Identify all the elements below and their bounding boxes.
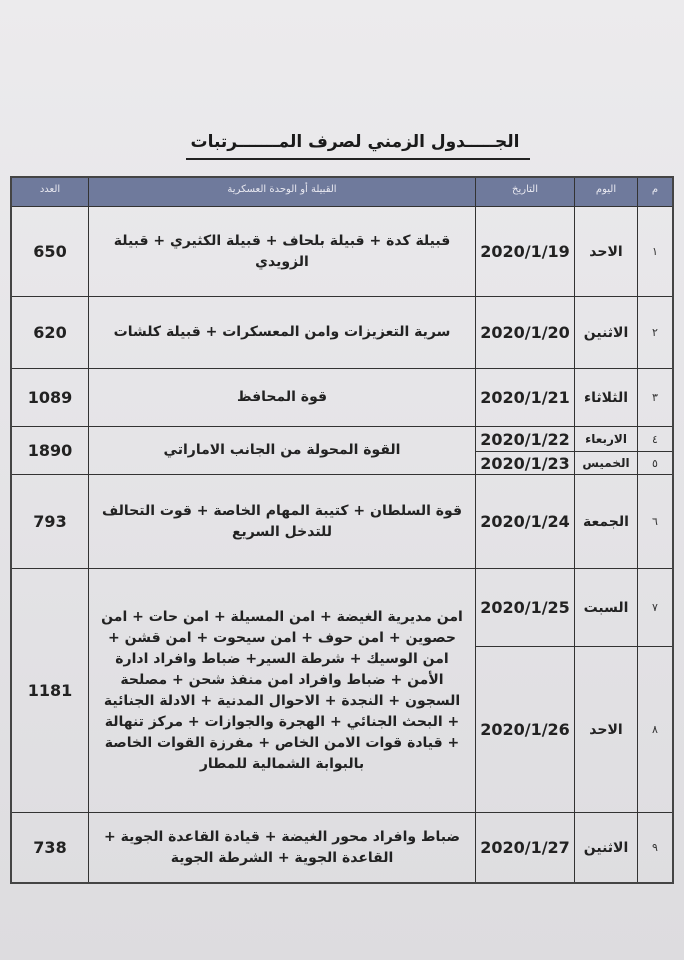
- row-day: الاحد: [589, 721, 623, 738]
- row-index: ٤: [652, 432, 658, 446]
- header-day: اليوم: [575, 178, 637, 206]
- row-unit: سرية التعزيزات وامن المعسكرات + قبيلة كلشات: [113, 324, 451, 340]
- row-unit: قوة المحافظ: [236, 389, 328, 405]
- header-unit: القبيلة أو الوحدة العسكرية: [89, 178, 475, 206]
- row-date: 2020/1/24: [480, 512, 570, 531]
- header-count: العدد: [12, 178, 88, 206]
- row-date: 2020/1/22: [480, 429, 570, 449]
- row-day: الاربعاء: [585, 432, 627, 446]
- row-unit: قوة السلطان + كتيبة المهام الخاصة + قوت التحالف للتدخل السريع: [102, 502, 462, 540]
- row-index: ٣: [652, 391, 658, 404]
- row-index: ٢: [652, 326, 658, 339]
- row-index: ٨: [652, 723, 658, 736]
- row-day: الخميس: [582, 456, 630, 470]
- title-underline: [186, 158, 530, 160]
- row-unit: امن مديرية الغيضة + امن المسيلة + امن حات + امن حصوين + امن حوف + امن سيحوت + امن قشن + امن الوسيك + شرطة السير+ ضباط وافراد ادارة الأمن + ضباط وافراد امن منفذ شحن + مصلحة السجون + النجدة + الاحوال المدنية + الادلة الجنائية + البحث الجنائي + الهجرة والجوازات + مركز تنهالة + قيادة قوات الامن الخاص + مفرزة القوات الخاصة بالبوابة الشمالية للمطار: [101, 608, 463, 772]
- row-index: ٥: [652, 456, 658, 470]
- row-unit: قبيلة كدة + قبيلة بلحاف + قبيلة الكثيري + قبيلة الزويدي: [113, 232, 451, 270]
- row-date: 2020/1/25: [480, 598, 570, 617]
- row-index: ٧: [652, 601, 658, 614]
- row-day: الاثنين: [583, 839, 629, 856]
- row-date: 2020/1/23: [480, 453, 570, 473]
- row-count: 650: [33, 242, 67, 261]
- row-day: الاثنين: [583, 324, 629, 341]
- row-day: السبت: [583, 599, 629, 616]
- header-date: التاريخ: [476, 178, 574, 206]
- row-index: ٩: [652, 841, 658, 854]
- row-day: الثلاثاء: [583, 389, 629, 406]
- row-count: 1181: [27, 681, 73, 700]
- header-index: م: [638, 178, 672, 206]
- row-date: 2020/1/19: [480, 242, 570, 261]
- row-count: 620: [33, 323, 67, 342]
- row-count: 793: [33, 512, 67, 531]
- row-day: الجمعة: [583, 513, 629, 530]
- row-date: 2020/1/21: [480, 388, 570, 407]
- row-day: الاحد: [589, 243, 623, 260]
- row-date: 2020/1/27: [480, 838, 570, 857]
- row-date: 2020/1/26: [480, 720, 570, 739]
- row-count: 1890: [27, 441, 73, 460]
- page-title: الجـــــدول الزمني لصرف المـــــــرتبات: [190, 132, 520, 152]
- row-count: 738: [33, 838, 67, 857]
- row-unit: القوة المحولة من الجانب الاماراتي: [163, 442, 401, 458]
- row-unit: ضباط وافراد محور الغيضة + قيادة القاعدة الجوية + القاعدة الجوية + الشرطة الجوية: [104, 828, 460, 866]
- salary-schedule-table: [10, 176, 674, 884]
- row-count: 1089: [27, 388, 73, 407]
- row-index: ١: [652, 245, 658, 258]
- row-date: 2020/1/20: [480, 323, 570, 342]
- row-index: ٦: [652, 515, 658, 528]
